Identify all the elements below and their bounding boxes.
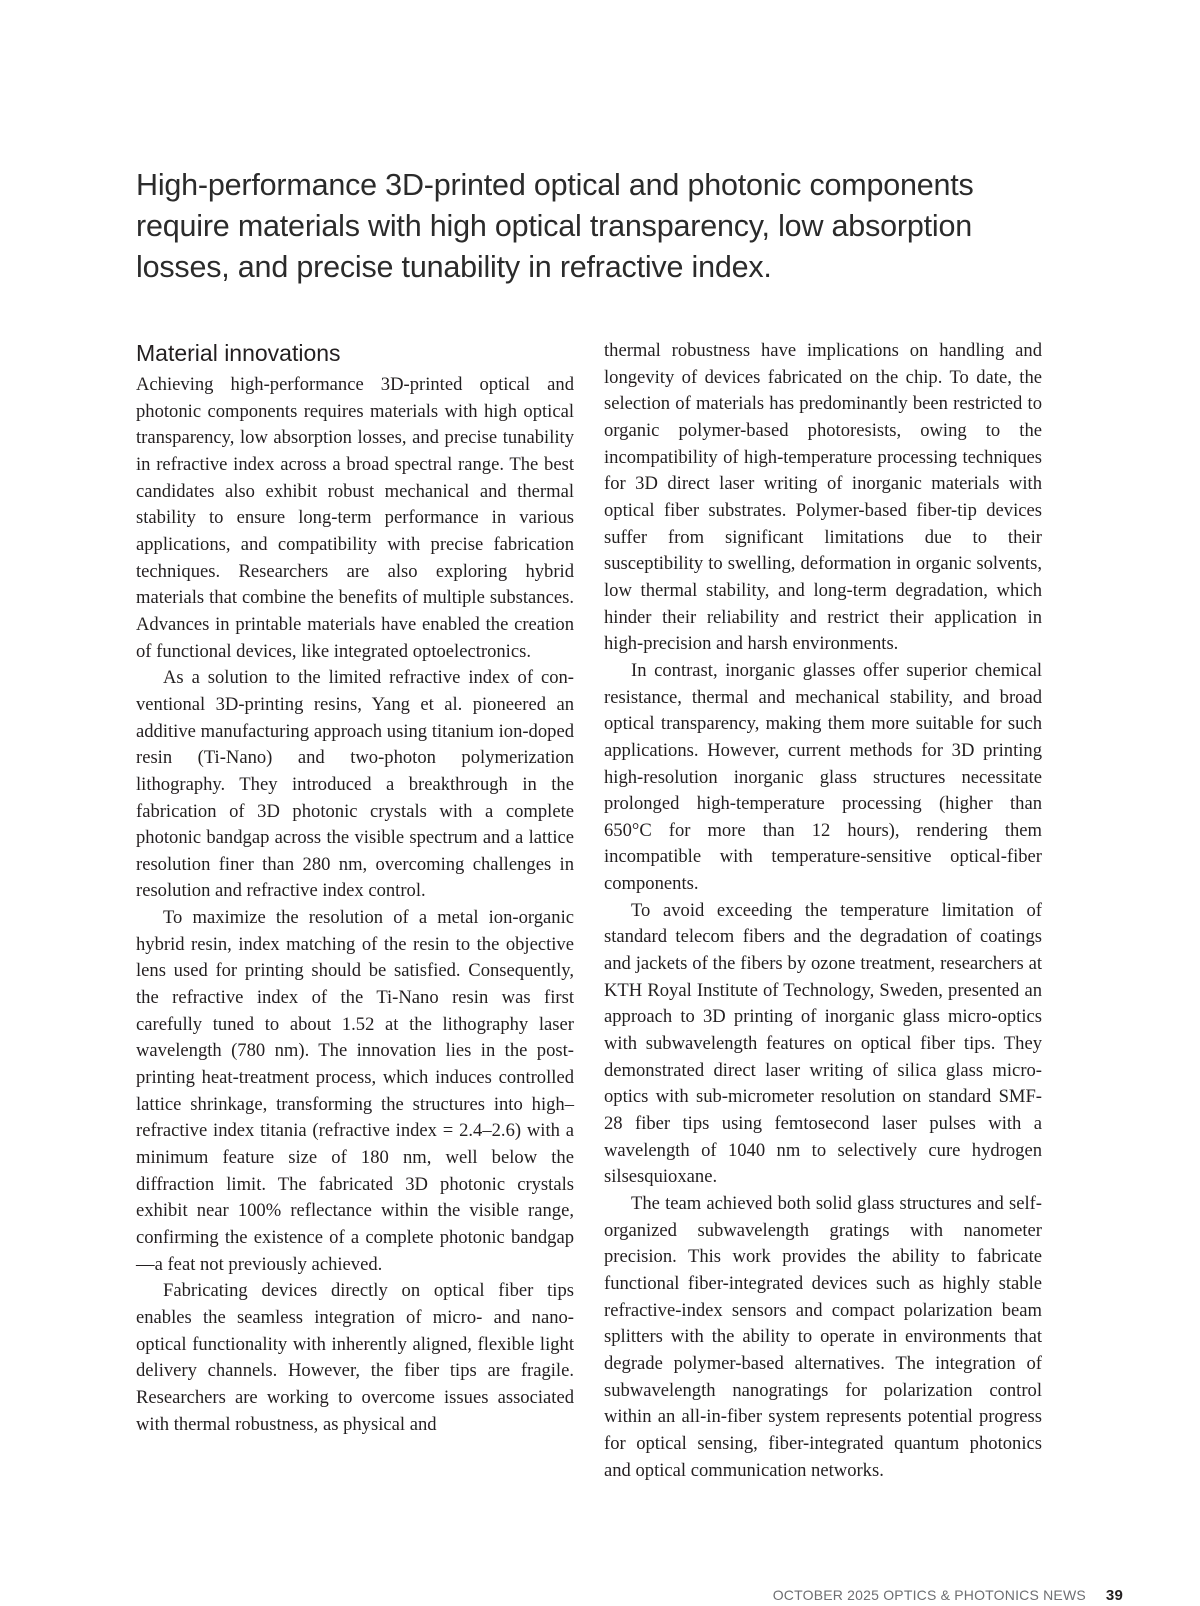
page-footer — [773, 1587, 1123, 1604]
left-column — [136, 338, 574, 1438]
body-paragraph: To maximize the resolution of a metal ion-organic hybrid resin, index matching of the resin to the objective lens used for printing should be satisfied. Consequently, the refractive index of the Ti-Nano resin was first carefully tuned to about 1.52 at the lithography laser wavelength (780 nm). The innovation lies in the post-printing heat-treatment process, which induces controlled lattice shrinkage, transforming the structures into high–refractive index titania (refractive index = 2.4–2.6) with a minimum feature size of 180 nm, well below the diffraction limit. The fabricated 3D photonic crystals exhibit near 100% reflectance within the visible range, confirming the existence of a complete photonic bandgap—a feat not previously achieved. — [136, 907, 574, 1275]
right-column — [604, 338, 1042, 1484]
publication-name: OCTOBER 2025 OPTICS & PHOTONICS NEWS — [772, 1587, 1086, 1603]
body-paragraph: To avoid exceeding the temperature limitation of standard telecom fibers and the degradation of coatings and jackets of the fibers by ozone treatment, researchers at KTH Royal Institute of Technology, Sweden, presented an approach to 3D printing of inorganic glass micro-optics with subwavelength features on optical fiber tips. They demonstrated direct laser writing of silica glass micro-optics with sub-micrometer resolution on standard SMF-28 fiber tips using femtosecond laser pulses with a wavelength of 1040 nm to selectively cure hydrogen silsesquioxane. — [604, 899, 1042, 1188]
body-paragraph: The team achieved both solid glass structures and self-organized subwavelength gratings with nanometer precision. This work provides the ability to fabricate functional fiber-integrated devices such as highly stable refractive-index sensors and compact polarization beam splitters with the ability to operate in environments that degrade polymer-based alternatives. The integration of subwavelength nanogratings for polarization control within an all-in-fiber system represents potential progress for optical sensing, fiber-integrated quantum photonics and optical communication networks. — [604, 1193, 1042, 1481]
body-paragraph: As a solution to the limited refractive index of conventional 3D-printing resins, Yang et al. pioneered an additive manufacturing approach using titanium ion-doped resin (Ti-Nano) and two-photon polymerization lithography. They introduced a breakthrough in the fabrication of 3D photonic crystals with a complete photonic bandgap across the visible spectrum and a lattice resolution finer than 280 nm, overcoming challenges in resolution and refractive index control. — [136, 667, 574, 902]
body-paragraph: In contrast, inorganic glasses offer superior chemical resistance, thermal and mechanical stability, and broad optical transparency, making them more suitable for such applications. However, current methods for 3D printing high-resolution inorganic glass structures necessitate prolonged high-temperature processing (higher than 650°C for more than 12 hours), rendering them incompatible with temperature-sensitive optical-fiber components. — [604, 659, 1042, 895]
pull-quote: High-performance 3D-printed optical and photonic components require materials with high optical transparency, low absorption losses, and precise tunability in refractive index. — [136, 168, 974, 284]
body-paragraph: Achieving high-performance 3D-printed optical and photonic components requires materials with high optical transparency, low absorption losses, and precise tunability in refractive index across a broad spectral range. The best candidates also exhibit robust mechanical and thermal stability to ensure long-term performance in various applications, and compatibility with precise fabrication techniques. Researchers are also exploring hybrid materials that combine the benefits of multiple substances. Advances in printable materials have enabled the creation of functional devices, like integrated optoelectronics. — [136, 374, 574, 662]
body-paragraph: Fabricating devices directly on optical fiber tips enables the seamless integration of micro- and nano-optical functionality with inherently aligned, flexible light delivery channels. However, the fiber tips are fragile. Researchers are working to overcome issues associated with thermal robustness, as physical and — [136, 1280, 574, 1435]
page-number: 39 — [1105, 1587, 1123, 1604]
section-heading: Material innovations — [136, 340, 341, 366]
body-paragraph: thermal robustness have implications on handling and longevity of devices fabricated on the chip. To date, the selection of materials has predominantly been restricted to organic polymer-based photoresists, owing to the incompatibility of high-temperature processing techniques for 3D direct laser writing of inorganic materials with optical fiber substrates. Polymer-based fiber-tip devices suffer from significant limitations due to their susceptibility to swelling, deformation in organic solvents, low thermal stability, and long-term degradation, which hinder their reliability and restrict their application in high-precision and harsh environments. — [604, 340, 1042, 655]
